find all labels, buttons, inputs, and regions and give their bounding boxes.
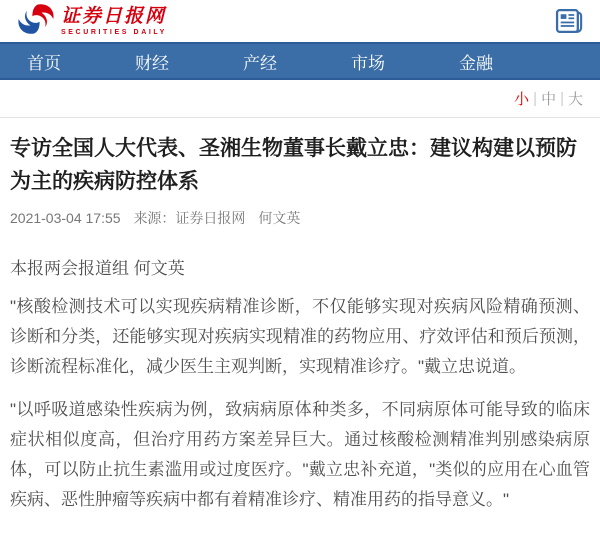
article-byline: 本报两会报道组 何文英 [10,259,185,278]
logo-swirl-icon [16,1,56,42]
article-meta [10,208,590,228]
font-size-toolbar [0,80,600,118]
article [0,132,600,515]
site-header [0,0,600,42]
logo-text [61,4,167,36]
article-author: 何文英 [258,210,301,226]
site-logo[interactable] [16,1,167,42]
separator: | [533,90,538,107]
nav-item-home[interactable]: 首页 [27,53,61,73]
nav-item-market[interactable]: 市场 [351,53,385,73]
font-size-small-button[interactable]: 小 [514,91,530,108]
separator: | [560,90,564,107]
article-title: 专访全国人大代表、圣湘生物董事长戴立忠：建议构建以预防为主的疾病防控体系 [10,137,577,193]
nav-item-banking[interactable]: 金融 [459,53,493,73]
newspaper-icon[interactable] [554,7,584,35]
font-size-medium-button[interactable]: 中 [541,91,557,108]
article-source: 来源：证券日报网 [133,210,246,226]
nav-item-finance[interactable]: 财经 [135,53,169,73]
article-date: 2021-03-04 17:55 [10,210,121,226]
main-nav [0,42,600,80]
nav-item-industry[interactable]: 产经 [243,53,277,73]
article-paragraph: "以呼吸道感染性疾病为例，致病病原体种类多，不同病原体可能导致的临床症状相似度高，但治疗用药方案差异巨大。通过核酸检测精准判别感染病原体，可以防止抗生素滥用或过度医疗。"戴立忠补充道，"类似的应用在心血管疾病、恶性肿瘤等疾病中都有着精准诊疗、精准用药的指导意义。" [10,400,590,509]
article-paragraph: "核酸检测技术可以实现疾病精准诊断，不仅能够实现对疾病风险精确预测、诊断和分类，还能够实现对疾病实现精准的药物应用、疗效评估和预后预测，诊断流程标准化，减少医生主观判断，实现精准诊疗。"戴立忠说道。 [10,297,590,376]
site-name-en: SECURITIES DAILY [61,28,167,36]
site-name: 证券日报网 [61,4,167,27]
font-size-large-button[interactable]: 大 [567,91,583,108]
